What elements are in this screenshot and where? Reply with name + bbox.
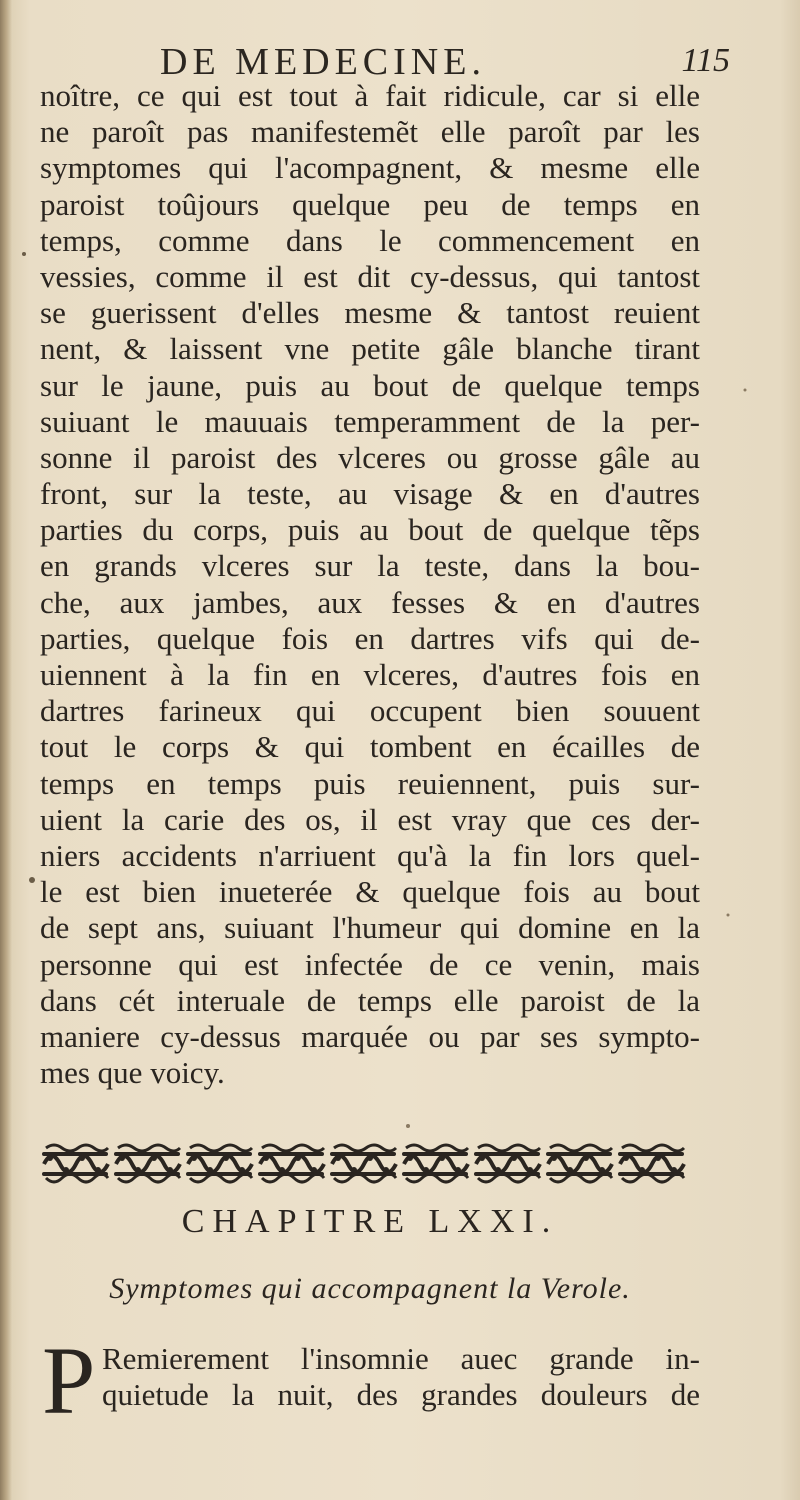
text-line: maniere cy-dessus marquée ou par ses sympto-	[40, 1018, 700, 1054]
text-line: tout le corps & qui tombent en écailles de	[40, 729, 700, 765]
text-line: dartres farineux qui occupent bien souuent	[40, 693, 700, 729]
text-line: temps en temps puis reuiennent, puis sur-	[40, 765, 700, 801]
text-line: personne qui est infectée de ce venin, mais	[40, 946, 700, 982]
text-line: quietude la nuit, des grandes douleurs de	[102, 1377, 700, 1413]
text-line: paroist toûjours quelque peu de temps en	[40, 186, 700, 222]
text-line: dans cét interuale de temps elle paroist de la	[40, 982, 700, 1018]
text-line: temps, comme dans le commencement en	[40, 222, 700, 258]
text-line: nent, & laissent vne petite gâle blanche tirant	[40, 331, 700, 367]
text-line: vessies, comme il est dit cy-dessus, qui tantost	[40, 258, 700, 294]
chapter-subtitle: Symptomes qui accompagnent la Verole.	[109, 1272, 631, 1305]
text-line: uiennent à la fin en vlceres, d'autres fois en	[40, 657, 700, 692]
text-line: ne paroît pas manifestemẽt elle paroît par les	[40, 114, 700, 150]
chapter-first-paragraph	[102, 1341, 700, 1413]
text-line: niers accidents n'arriuent qu'à la fin lors quel-	[40, 837, 700, 873]
text-line: symptomes qui l'acompagnent, & mesme elle	[40, 150, 700, 186]
running-head-title: DE MEDECINE.	[160, 41, 486, 83]
text-line: se guerissent d'elles mesme & tantost reuient	[40, 295, 700, 331]
text-line: le est bien inueterée & quelque fois au bout	[40, 874, 700, 910]
text-line: parties du corps, puis au bout de quelque tẽps	[40, 512, 700, 548]
page-spine-shadow	[0, 0, 12, 1500]
page-number: 115	[681, 42, 730, 79]
text-line: mes que voicy.	[40, 1055, 225, 1091]
text-line: uient la carie des os, il est vray que ces der-	[40, 801, 700, 837]
body-paragraph	[40, 78, 700, 1091]
text-line: Remierement l'insomnie auec grande in-	[102, 1341, 700, 1376]
drop-capital: P	[42, 1327, 96, 1434]
text-line: en grands vlceres sur la teste, dans la bou-	[40, 548, 700, 584]
text-line: che, aux jambes, aux fesses & en d'autres	[40, 584, 700, 620]
chapter-heading: CHAPITRE LXXI.	[181, 1203, 559, 1240]
text-line: de sept ans, suiuant l'humeur qui domine en la	[40, 910, 700, 946]
text-line: suiuant le mauuais temperamment de la per-	[40, 403, 700, 439]
text-line: noître, ce qui est tout à fait ridicule, car si elle	[40, 78, 700, 113]
text-line: sonne il paroist des vlceres ou grosse gâle au	[40, 439, 700, 475]
decorative-ornament-band	[40, 1138, 696, 1190]
text-line: sur le jaune, puis au bout de quelque temps	[40, 367, 700, 403]
text-line: parties, quelque fois en dartres vifs qui de-	[40, 620, 700, 656]
text-line: front, sur la teste, au visage & en d'autres	[40, 476, 700, 512]
